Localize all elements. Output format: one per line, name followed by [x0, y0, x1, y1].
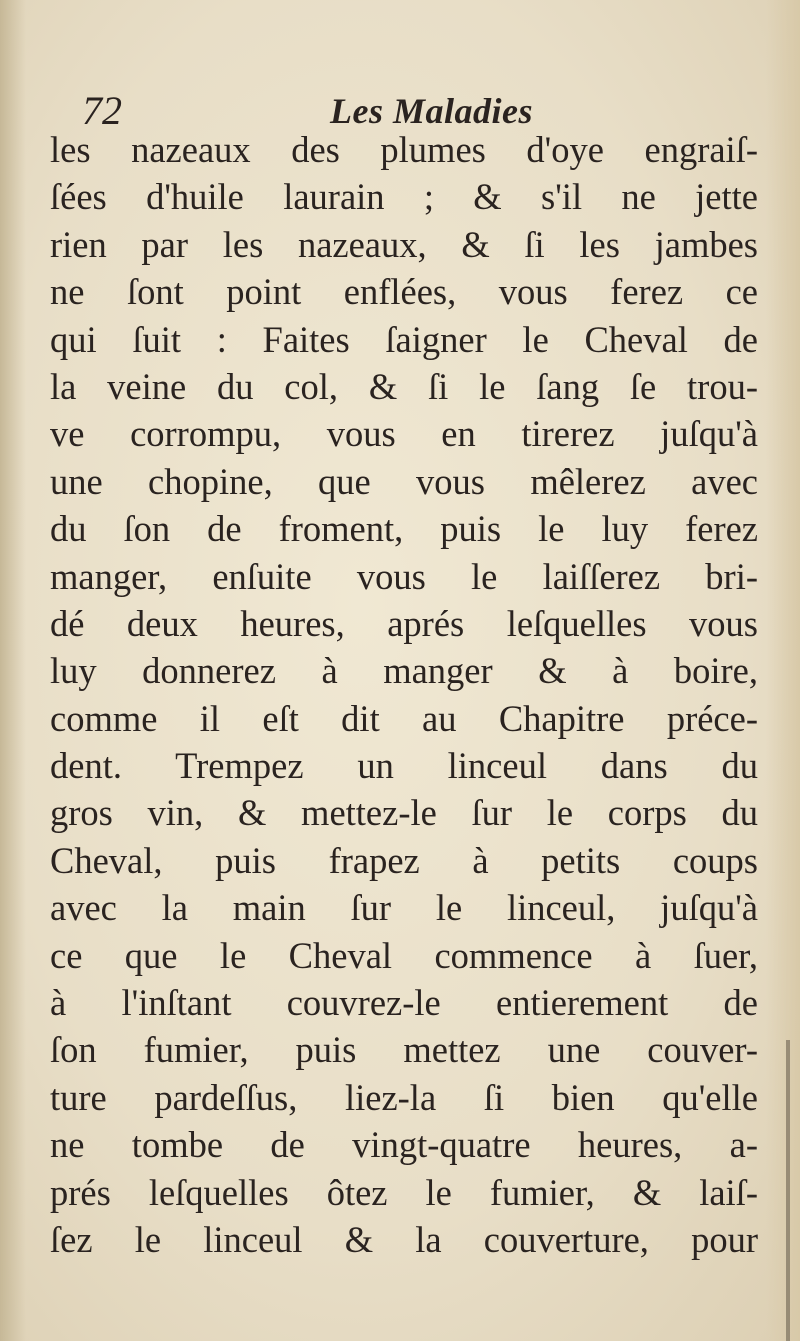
text-line: ture pardeſſus, liez-la ſi bien qu'elle	[50, 1076, 758, 1118]
text-line: ſez le linceul & la couverture, pour	[50, 1218, 758, 1260]
text-line: ce que le Cheval commence à ſuer,	[50, 934, 758, 976]
text-line: du ſon de froment, puis le luy ferez	[50, 508, 758, 550]
text-line: les nazeaux des plumes d'oye engraiſ-	[50, 129, 758, 170]
page-edge-line	[786, 1040, 790, 1341]
text-line: qui ſuit : Faites ſaigner le Cheval de	[50, 318, 758, 360]
text-line: dent. Trempez un linceul dans du	[50, 745, 758, 787]
text-line: ſon fumier, puis mettez une couver-	[50, 1029, 758, 1071]
text-line: luy donnerez à manger & à boire,	[50, 650, 758, 692]
text-line: rien par les nazeaux, & ſi les jambes	[50, 223, 758, 265]
page-edge	[766, 0, 800, 1341]
text-line: la veine du col, & ſi le ſang ſe trou-	[50, 365, 758, 407]
text-line: avec la main ſur le linceul, juſqu'à	[50, 887, 758, 929]
body-text	[50, 126, 758, 1263]
text-line: comme il eſt dit au Chapitre préce-	[50, 697, 758, 739]
text-line: dé deux heures, aprés leſquelles vous	[50, 602, 758, 644]
page-number: 72	[82, 88, 122, 133]
text-line: prés leſquelles ôtez le fumier, & laiſ-	[50, 1171, 758, 1213]
text-line: à l'inſtant couvrez-le entierement de	[50, 982, 758, 1024]
text-line: ne ſont point enflées, vous ferez ce	[50, 271, 758, 313]
text-line: ſées d'huile laurain ; & s'il ne jette	[50, 176, 758, 218]
text-line: une chopine, que vous mêlerez avec	[50, 460, 758, 502]
gutter-shadow	[0, 0, 26, 1341]
text-line: gros vin, & mettez-le ſur le corps du	[50, 792, 758, 834]
text-line: Cheval, puis frapez à petits coups	[50, 839, 758, 881]
running-head: Les Maladies	[330, 91, 533, 131]
text-line: ve corrompu, vous en tirerez juſqu'à	[50, 413, 758, 455]
text-line: manger, enſuite vous le laiſſerez bri-	[50, 555, 758, 597]
text-line: ne tombe de vingt-quatre heures, a-	[50, 1124, 758, 1166]
